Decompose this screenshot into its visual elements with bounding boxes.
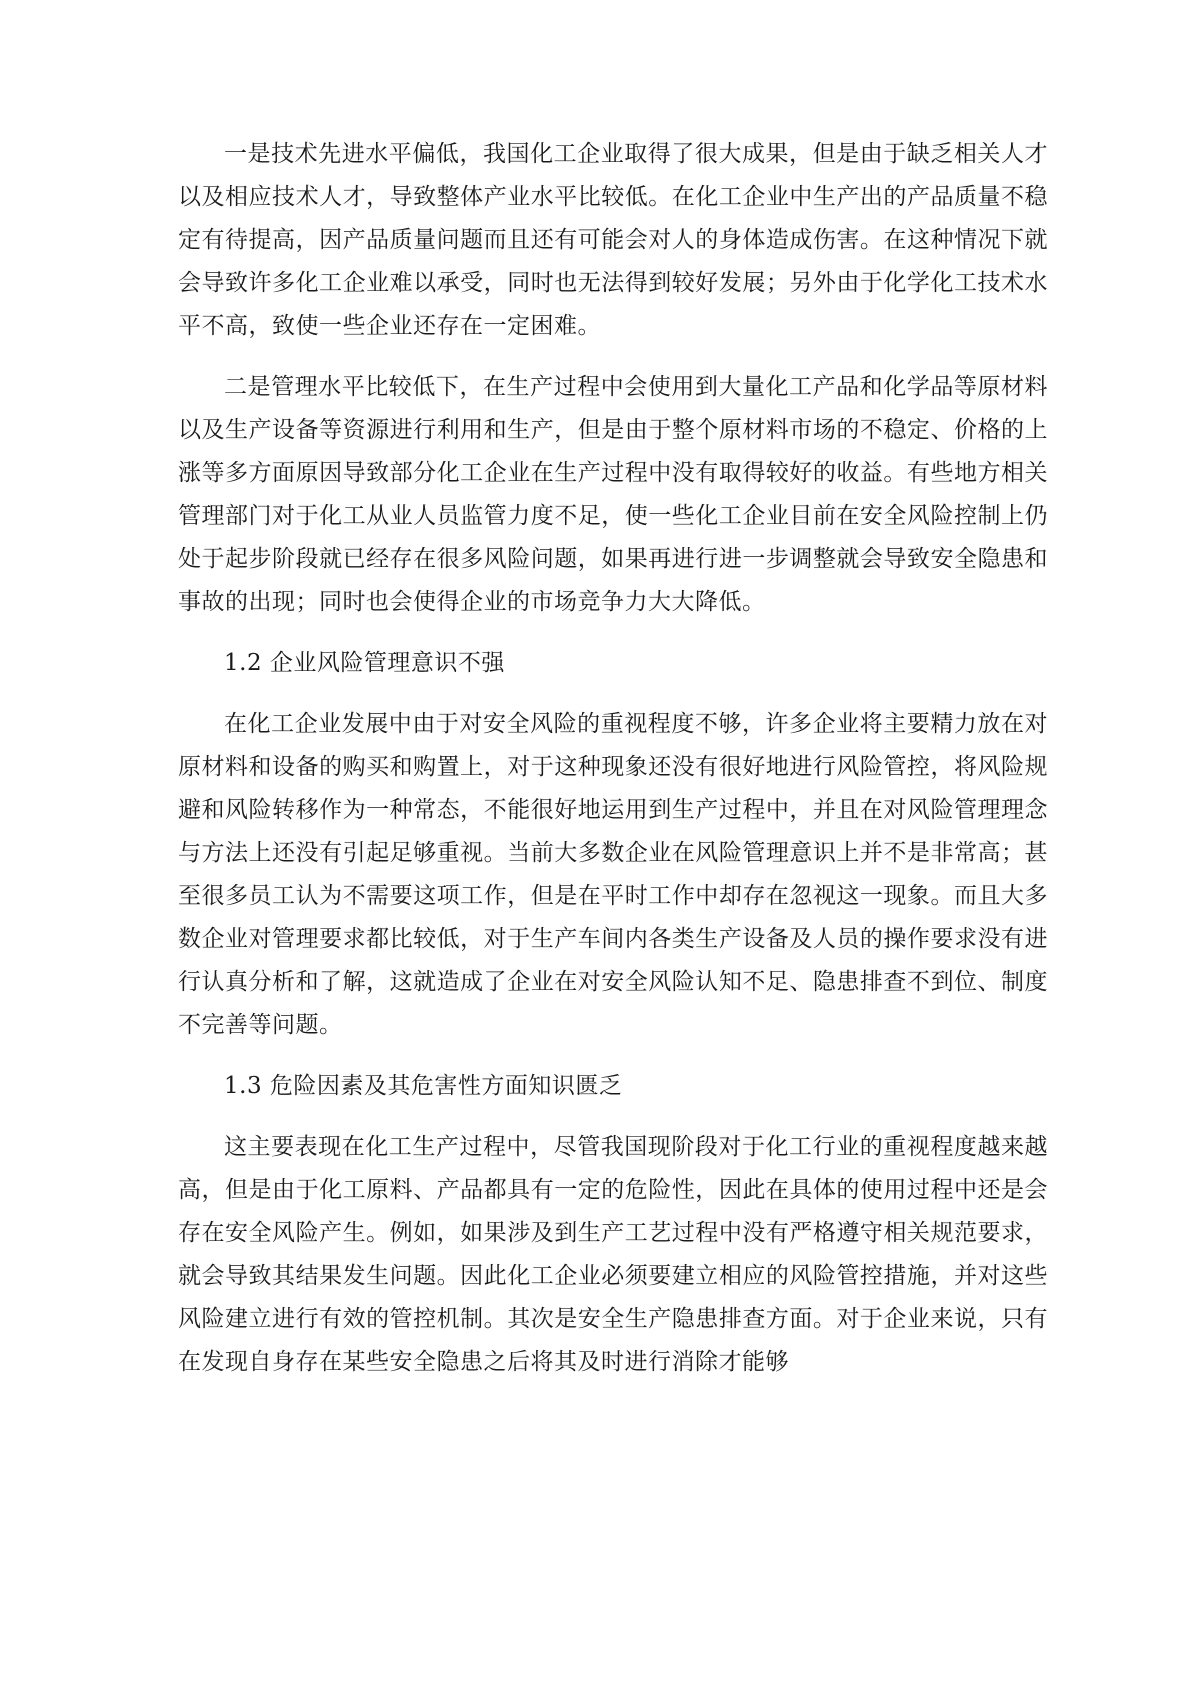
paragraph-risk-awareness: 在化工企业发展中由于对安全风险的重视程度不够，许多企业将主要精力放在对原材料和设备的购买和购置上，对于这种现象还没有很好地进行风险管控，将风险规避和风险转移作为一种常态，不能很好地运用到生产过程中，并且在对风险管理理念与方法上还没有引起足够重视。当前大多数企业在风险管理意识上并不是非常高；甚至很多员工认为不需要这项工作，但是在平时工作中却存在忽视这一现象。而且大多数企业对管理要求都比较低，对于生产车间内各类生产设备及人员的操作要求没有进行认真分析和了解，这就造成了企业在对安全风险认知不足、隐患排查不到位、制度不完善等问题。 (178, 711, 1048, 1038)
section-heading-1-3: 1.3 危险因素及其危害性方面知识匮乏 (224, 1073, 623, 1099)
paragraph-hazard-knowledge: 这主要表现在化工生产过程中，尽管我国现阶段对于化工行业的重视程度越来越高，但是由于化工原料、产品都具有一定的危险性，因此在具体的使用过程中还是会存在安全风险产生。例如，如果涉及到生产工艺过程中没有严格遵守相关规范要求，就会导致其结果发生问题。因此化工企业必须要建立相应的风险管控措施，并对这些风险建立进行有效的管控机制。其次是安全生产隐患排查方面。对于企业来说，只有在发现自身存在某些安全隐患之后将其及时进行消除才能够 (178, 1134, 1048, 1375)
document-body (178, 133, 1048, 1402)
section-heading-1-2: 1.2 企业风险管理意识不强 (224, 650, 505, 676)
paragraph-technology-level: 一是技术先进水平偏低，我国化工企业取得了很大成果，但是由于缺乏相关人才以及相应技术人才，导致整体产业水平比较低。在化工企业中生产出的产品质量不稳定有待提高，因产品质量问题而且还有可能会对人的身体造成伤害。在这种情况下就会导致许多化工企业难以承受，同时也无法得到较好发展；另外由于化学化工技术水平不高，致使一些企业还存在一定困难。 (178, 141, 1048, 339)
paragraph-management-level: 二是管理水平比较低下，在生产过程中会使用到大量化工产品和化学品等原材料以及生产设备等资源进行利用和生产，但是由于整个原材料市场的不稳定、价格的上涨等多方面原因导致部分化工企业在生产过程中没有取得较好的收益。有些地方相关管理部门对于化工从业人员监管力度不足，使一些化工企业目前在安全风险控制上仍处于起步阶段就已经存在很多风险问题，如果再进行进一步调整就会导致安全隐患和事故的出现；同时也会使得企业的市场竞争力大大降低。 (178, 374, 1048, 615)
